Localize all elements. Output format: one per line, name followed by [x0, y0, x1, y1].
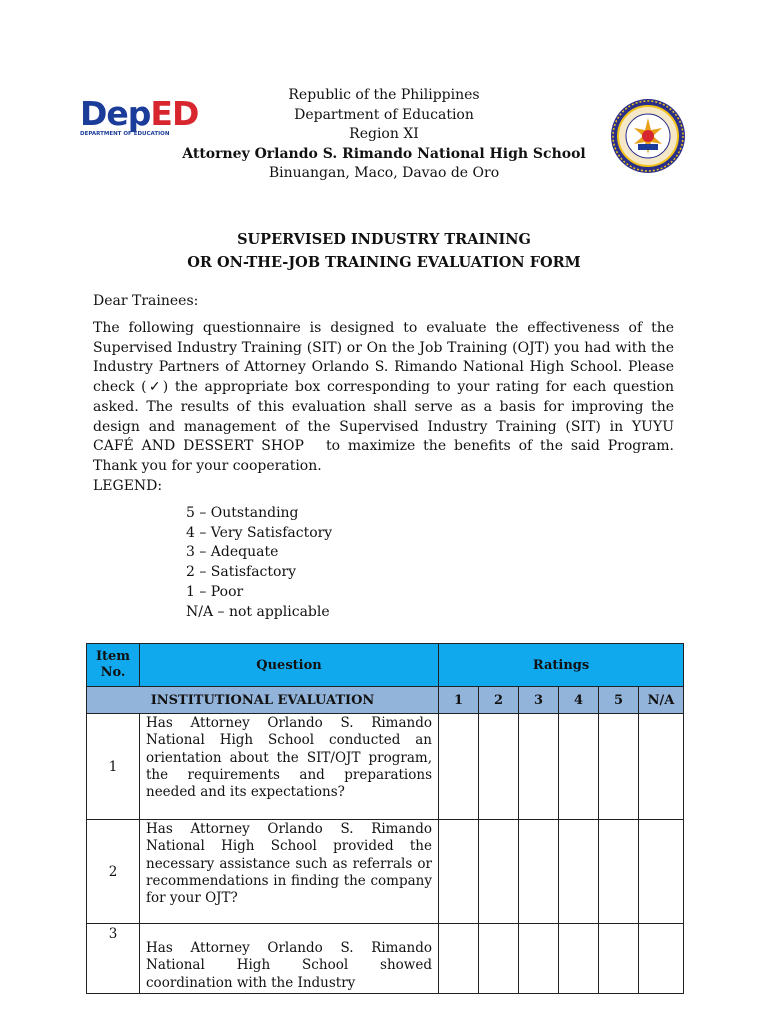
region-line: Region XI: [349, 126, 419, 143]
rating-box-3[interactable]: [519, 820, 559, 924]
rating-box-2[interactable]: [479, 714, 519, 820]
rating-box-2[interactable]: [479, 820, 519, 924]
rating-label-4: 4: [559, 687, 599, 714]
rating-box-3[interactable]: [519, 924, 559, 994]
rating-label-na: N/A: [639, 687, 684, 714]
rating-label-2: 2: [479, 687, 519, 714]
rating-box-na[interactable]: [639, 924, 684, 994]
rating-box-na[interactable]: [639, 714, 684, 820]
rating-box-5[interactable]: [599, 820, 639, 924]
rating-label-5: 5: [599, 687, 639, 714]
col-ratings: Ratings: [439, 644, 684, 687]
section-row: [87, 687, 684, 714]
table-row: [87, 714, 684, 820]
item-number: 3: [87, 924, 140, 994]
school-seal-icon: [610, 98, 686, 174]
republic-line: Republic of the Philippines: [288, 87, 480, 103]
intro-paragraph-part2: to maximize the benefits of the said Program. Thank you for your cooperation.: [93, 438, 674, 474]
rating-box-1[interactable]: [439, 924, 479, 994]
rating-box-5[interactable]: [599, 924, 639, 994]
legend-item: N/A – not applicable: [186, 603, 330, 620]
salutation: Dear Trainees:: [93, 293, 199, 309]
table-row: [87, 820, 684, 924]
legend-list: [186, 504, 332, 622]
deped-logo-subtitle: DEPARTMENT OF EDUCATION: [80, 131, 170, 137]
deped-logo-word: DepED: [80, 94, 199, 133]
rating-box-3[interactable]: [519, 714, 559, 820]
intro-paragraph-part1: The following questionnaire is designed to evaluate the effectiveness of the Supervised Industry Training (SIT) or On the Job Training (OJT) you had with the Industry Partners of Attorney Orlando S. Rimando National High School. Please check (✓) the appropriate box corresponding to your rating for each question asked. The results of this evaluation shall serve as a basis for improving the design and management of the Supervised Industry Training (SIT) in YUYU CAFÉ AND DESSERT SHOP: [93, 320, 674, 455]
rating-label-1: 1: [439, 687, 479, 714]
department-line: Department of Education: [294, 106, 474, 123]
legend-item: 3 – Adequate: [186, 544, 279, 561]
letterhead: [150, 86, 618, 184]
question-text: Has Attorney Orlando S. Rimando National High School showed coordination with the Industry: [140, 924, 439, 994]
school-name: Attorney Orlando S. Rimando National High School: [182, 145, 586, 162]
item-number: 1: [87, 714, 140, 820]
school-address: Binuangan, Maco, Davao de Oro: [268, 165, 500, 182]
rating-box-4[interactable]: [559, 820, 599, 924]
item-number: 2: [87, 820, 140, 924]
col-question: Question: [140, 644, 439, 687]
rating-box-na[interactable]: [639, 820, 684, 924]
rating-box-2[interactable]: [479, 924, 519, 994]
intro-paragraph: [93, 319, 674, 477]
table-row: [87, 924, 684, 994]
evaluation-table: [86, 643, 684, 994]
form-title-line1: SUPERVISED INDUSTRY TRAINING: [237, 231, 531, 248]
table-header-row: [87, 644, 684, 687]
rating-box-1[interactable]: [439, 714, 479, 820]
col-item-no: Item No.: [87, 644, 140, 687]
rating-box-5[interactable]: [599, 714, 639, 820]
rating-box-4[interactable]: [559, 924, 599, 994]
rating-box-1[interactable]: [439, 820, 479, 924]
form-title-line2: OR ON-THE-JOB TRAINING EVALUATION FORM: [187, 254, 581, 271]
legend-item: 1 – Poor: [186, 583, 244, 600]
form-title: [0, 228, 768, 274]
section-title: INSTITUTIONAL EVALUATION: [87, 687, 439, 714]
legend-item: 2 – Satisfactory: [186, 564, 297, 581]
legend-item: 5 – Outstanding: [186, 505, 299, 521]
rating-box-4[interactable]: [559, 714, 599, 820]
question-text: Has Attorney Orlando S. Rimando National High School provided the necessary assistance such as referrals or recommendations in finding the company for your OJT?: [140, 820, 439, 924]
legend-item: 4 – Very Satisfactory: [186, 524, 333, 541]
question-text: Has Attorney Orlando S. Rimando National High School conducted an orientation about the SIT/OJT program, the requirements and preparations needed and its expectations?: [140, 714, 439, 820]
rating-label-3: 3: [519, 687, 559, 714]
legend-label: LEGEND:: [93, 478, 163, 494]
